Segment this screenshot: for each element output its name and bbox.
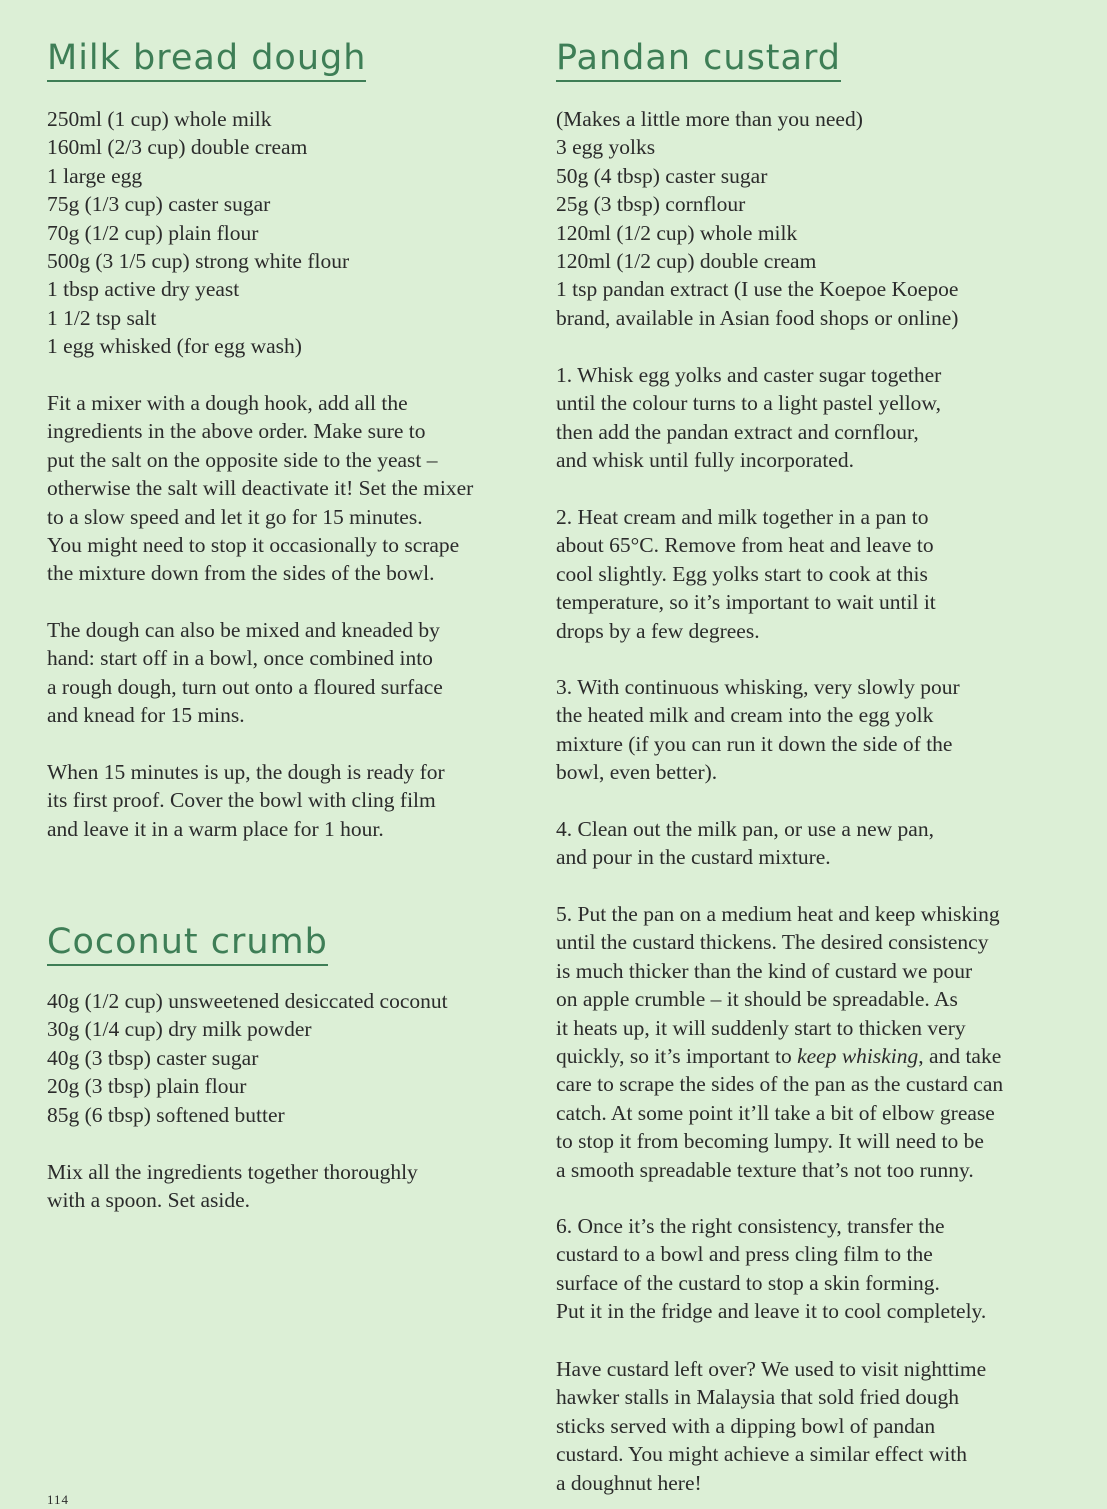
ingredient-line: 30g (1/4 cup) dry milk powder [47,1017,312,1042]
text-line: a doughnut here! [556,1470,702,1495]
text-line: custard to a bowl and press cling film to the [556,1242,933,1267]
text-line: with a spoon. Set aside. [47,1188,251,1213]
text-line: Mix all the ingredients together thoroughly [47,1160,418,1184]
milk-bread-title: Milk bread dough [47,37,366,82]
text-line: 4. Clean out the milk pan, or use a new pan, [556,817,934,841]
text-line: and knead for 15 mins. [47,703,245,728]
ingredient-line: 120ml (1/2 cup) whole milk [556,220,798,245]
coconut-crumb-method-paragraph [47,1158,418,1215]
custard-step-1 [556,361,941,475]
milk-bread-ingredients [47,105,349,361]
ingredient-line: 1 large egg [47,163,143,188]
coconut-crumb-title: Coconut crumb [47,921,328,966]
ingredient-line: 20g (3 tbsp) plain flour [47,1074,247,1099]
text-line: to a slow speed and let it go for 15 minutes. [47,504,423,529]
pandan-custard-title: Pandan custard [556,37,841,82]
ingredient-line: 70g (1/2 cup) plain flour [47,220,259,245]
text-line: custard. You might achieve a similar effect with [556,1442,967,1467]
text-line: mixture (if you can run it down the side of the [556,731,953,756]
text-line: Put it in the fridge and leave it to cool completely. [556,1299,987,1324]
emphasis-text: keep whisking [797,1043,919,1068]
text-line: The dough can also be mixed and kneaded by [47,618,440,642]
text-line: to stop it from becoming lumpy. It will need to be [556,1129,984,1154]
ingredient-line: 1 tsp pandan extract (I use the Koepoe Koepoe [556,277,959,302]
text-line: and leave it in a warm place for 1 hour. [47,816,384,841]
ingredient-line: 1 1/2 tsp salt [47,305,157,330]
ingredient-line: 120ml (1/2 cup) double cream [556,248,817,273]
text-line: put the salt on the opposite side to the yeast – [47,447,438,472]
custard-step-3 [556,673,960,787]
text-line: temperature, so it’s important to wait until it [556,590,936,615]
text-line: the heated milk and cream into the egg yolk [556,703,934,728]
text-line: 3. With continuous whisking, very slowly pour [556,675,960,699]
ingredient-line: 85g (6 tbsp) softened butter [47,1102,285,1127]
ingredient-line: (Makes a little more than you need) [556,107,863,131]
custard-step-6 [556,1212,986,1326]
ingredient-line: 3 egg yolks [556,135,656,160]
text-line: 6. Once it’s the right consistency, transfer the [556,1214,945,1238]
ingredient-line: 500g (3 1/5 cup) strong white flour [47,248,350,273]
text-line: and whisk until fully incorporated. [556,448,854,473]
text-line: until the colour turns to a light pastel yellow, [556,391,941,416]
text-line: cool slightly. Egg yolks start to cook at this [556,561,928,586]
text-line: then add the pandan extract and cornflour, [556,419,919,444]
ingredient-line: 40g (3 tbsp) caster sugar [47,1045,259,1070]
text-line: on apple crumble – it should be spreadable. As [556,987,958,1012]
text-line: it heats up, it will suddenly start to thicken very [556,1015,966,1040]
ingredient-line: 25g (3 tbsp) cornflour [556,192,746,217]
text-line: hand: start off in a bowl, once combined into [47,646,433,671]
text-line: is much thicker than the kind of custard we pour [556,958,973,983]
ingredient-line: 160ml (2/3 cup) double cream [47,135,308,160]
custard-step-5 [556,900,1003,1184]
text-line: Have custard left over? We used to visit nighttime [556,1357,987,1381]
text-span: quickly, so it’s important to [556,1043,798,1068]
text-line: until the custard thickens. The desired consistency [556,930,989,955]
text-line: the mixture down from the sides of the bowl. [47,561,435,586]
text-line [556,1042,1003,1070]
text-line: bowl, even better). [556,760,718,785]
text-line: otherwise the salt will deactivate it! Set the mixer [47,476,474,501]
text-line: 5. Put the pan on a medium heat and keep whisking [556,902,1000,926]
ingredient-line: 50g (4 tbsp) caster sugar [556,163,768,188]
text-line: ingredients in the above order. Make sure to [47,419,426,444]
text-line: drops by a few degrees. [556,618,760,643]
milk-bread-method-paragraph [47,389,473,588]
milk-bread-method-paragraph [47,758,445,843]
ingredient-line: 250ml (1 cup) whole milk [47,107,272,131]
text-line: hawker stalls in Malaysia that sold fried dough [556,1385,960,1410]
ingredient-line: 75g (1/3 cup) caster sugar [47,192,271,217]
page-number: 114 [47,1492,70,1507]
ingredient-line: 40g (1/2 cup) unsweetened desiccated coconut [47,989,448,1013]
ingredient-line: 1 egg whisked (for egg wash) [47,334,302,359]
text-line: 2. Heat cream and milk together in a pan to [556,505,929,529]
custard-step-2 [556,503,936,645]
text-line: about 65°C. Remove from heat and leave to [556,533,934,558]
coconut-crumb-ingredients [47,987,448,1129]
text-line: You might need to stop it occasionally to scrape [47,532,460,557]
milk-bread-method-paragraph [47,616,443,730]
text-line: a smooth spreadable texture that’s not too runny. [556,1157,974,1182]
text-line: a rough dough, turn out onto a floured surface [47,674,443,699]
text-line: Fit a mixer with a dough hook, add all the [47,391,408,415]
text-line: and pour in the custard mixture. [556,845,831,870]
ingredient-line: 1 tbsp active dry yeast [47,277,240,302]
text-span: , and take [918,1043,1002,1068]
text-line: When 15 minutes is up, the dough is ready for [47,760,445,784]
ingredient-line: brand, available in Asian food shops or online) [556,305,959,330]
text-line: 1. Whisk egg yolks and caster sugar together [556,363,942,387]
text-line: its first proof. Cover the bowl with cling film [47,788,436,813]
pandan-custard-ingredients [556,105,958,332]
text-line: catch. At some point it’ll take a bit of elbow grease [556,1100,995,1125]
text-line: surface of the custard to stop a skin forming. [556,1270,940,1295]
text-line: sticks served with a dipping bowl of pandan [556,1413,936,1438]
custard-leftover-note [556,1355,986,1497]
text-line: care to scrape the sides of the pan as the custard can [556,1072,1004,1097]
custard-step-4 [556,815,934,872]
